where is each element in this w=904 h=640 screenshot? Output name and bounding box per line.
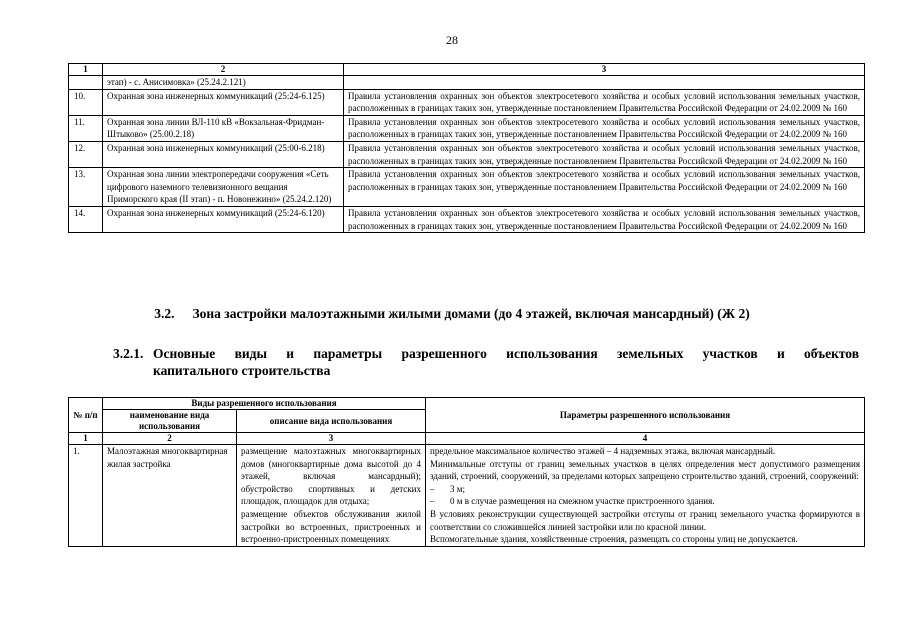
section-number: 3.2. xyxy=(154,306,175,321)
column-number-header: 3 xyxy=(344,64,865,76)
table-index-row xyxy=(69,433,865,445)
zone-name: Охранная зона инженерных коммуникаций (25:24-6.120) xyxy=(103,206,344,232)
section-title-line: Основные виды и параметры разрешенного использования земельных участков и объектов xyxy=(153,346,859,361)
column-number-header: 4 xyxy=(426,433,865,445)
zone-name: этап) - с. Анисимовка» (25.24.2.121) xyxy=(103,76,344,90)
table-header-row xyxy=(69,398,865,410)
table-row xyxy=(69,168,865,207)
dash-item: – 3 м; xyxy=(430,483,465,494)
column-header-name: наименование вида использования xyxy=(103,410,237,433)
parameter-text: В условиях реконструкции существующей застройки отступы от границ земельного участка формируются в соответствии со сложившейся линией застройки или по красной линии. xyxy=(430,508,860,532)
table-row xyxy=(69,76,865,90)
zone-rule: Правила установления охранных зон объектов электросетевого хозяйства и особых условий использования земельных участков, расположенных в границах таких зон, утвержденные постановлением Правительства Российской Федерации от 24.02.2009 № 160 xyxy=(344,168,865,207)
description-item: размещение объектов обслуживания жилой застройки во встроенных, пристроенных и встроенно-пристроенных помещениях xyxy=(241,508,421,545)
description-item: обустройство спортивных и детских площадок, площадок для отдыха; xyxy=(241,483,421,507)
row-number: 14. xyxy=(69,206,103,232)
use-parameters xyxy=(426,445,865,547)
dash-symbol: – xyxy=(430,496,435,507)
column-number-header: 3 xyxy=(237,433,426,445)
section-title-line: капитального строительства xyxy=(153,363,331,378)
column-group-header: Виды разрешенного использования xyxy=(103,398,426,410)
zone-name: Охранная зона инженерных коммуникаций (25:00-6.218) xyxy=(103,141,344,167)
dash-symbol: – xyxy=(430,483,435,494)
column-number-header: 2 xyxy=(103,64,344,76)
use-name: Малоэтажная многоквартирная жилая застройка xyxy=(103,445,237,547)
column-header-number: № п/п xyxy=(69,398,103,433)
row-number: 13. xyxy=(69,168,103,207)
description-item: размещение малоэтажных многоквартирных домов (многоквартирные дома высотой до 4 этажей, включая мансардный); xyxy=(241,446,421,482)
dash-item: – 0 м в случае размещения на смежном участке пристроенного здания. xyxy=(430,496,715,507)
row-number: 10. xyxy=(69,89,103,115)
zone-rule: Правила установления охранных зон объектов электросетевого хозяйства и особых условий использования земельных участков, расположенных в границах таких зон, утвержденные постановлением Правительства Российской Федерации от 24.02.2009 № 160 xyxy=(344,206,865,232)
table-header-row xyxy=(69,64,865,76)
zone-name: Охранная зона инженерных коммуникаций (25:24-6.125) xyxy=(103,89,344,115)
section-number: 3.2.1. xyxy=(113,346,144,361)
use-description xyxy=(237,445,426,547)
row-number: 1. xyxy=(69,445,103,547)
column-number-header: 2 xyxy=(103,433,237,445)
table-row xyxy=(69,89,865,115)
section-heading-3-2-1 xyxy=(113,345,859,379)
page-number: 28 xyxy=(446,33,458,47)
zone-name: Охранная зона линии ВЛ-110 кВ «Вокзальная-Фридман-Штыково» (25.00.2.18) xyxy=(103,115,344,141)
parameter-text: Вспомогательные здания, хозяйственные строения, размещать со стороны улиц не допускается. xyxy=(430,534,798,545)
zone-name: Охранная зона линии электропередачи сооружения «Сеть цифрового наземного телевизионного вещания Приморского края (II этап) - п. Новонежино» (25.24.2.120) xyxy=(103,168,344,207)
row-number: 11. xyxy=(69,115,103,141)
table-row xyxy=(69,141,865,167)
protection-zones-table xyxy=(68,63,865,233)
table-row xyxy=(69,115,865,141)
column-number-header: 1 xyxy=(69,64,103,76)
column-number-header: 1 xyxy=(69,433,103,445)
row-number: 12. xyxy=(69,141,103,167)
column-header-description: описание вида использования xyxy=(237,410,426,433)
section-title: Зона застройки малоэтажными жилыми домами (до 4 этажей, включая мансардный) (Ж 2) xyxy=(192,306,750,321)
column-header-params: Параметры разрешенного использования xyxy=(426,398,865,433)
parameter-text: Минимальные отступы от границ земельных участков в целях определения мест допустимого размещения зданий, строений, сооружений, за пределами которых запрещено строительство зданий, строений, сооружений: xyxy=(430,458,860,482)
table-row xyxy=(69,445,865,547)
zone-rule: Правила установления охранных зон объектов электросетевого хозяйства и особых условий использования земельных участков, расположенных в границах таких зон, утвержденные постановлением Правительства Российской Федерации от 24.02.2009 № 160 xyxy=(344,115,865,141)
section-heading-3-2 xyxy=(0,306,904,322)
zone-rule: Правила установления охранных зон объектов электросетевого хозяйства и особых условий использования земельных участков, расположенных в границах таких зон, утвержденные постановлением Правительства Российской Федерации от 24.02.2009 № 160 xyxy=(344,89,865,115)
zone-rule: Правила установления охранных зон объектов электросетевого хозяйства и особых условий использования земельных участков, расположенных в границах таких зон, утвержденные постановлением Правительства Российской Федерации от 24.02.2009 № 160 xyxy=(344,141,865,167)
permitted-use-table xyxy=(68,397,865,547)
table-row xyxy=(69,206,865,232)
parameter-text: предельное максимальное количество этажей – 4 надземных этажа, включая мансардный. xyxy=(430,446,776,456)
